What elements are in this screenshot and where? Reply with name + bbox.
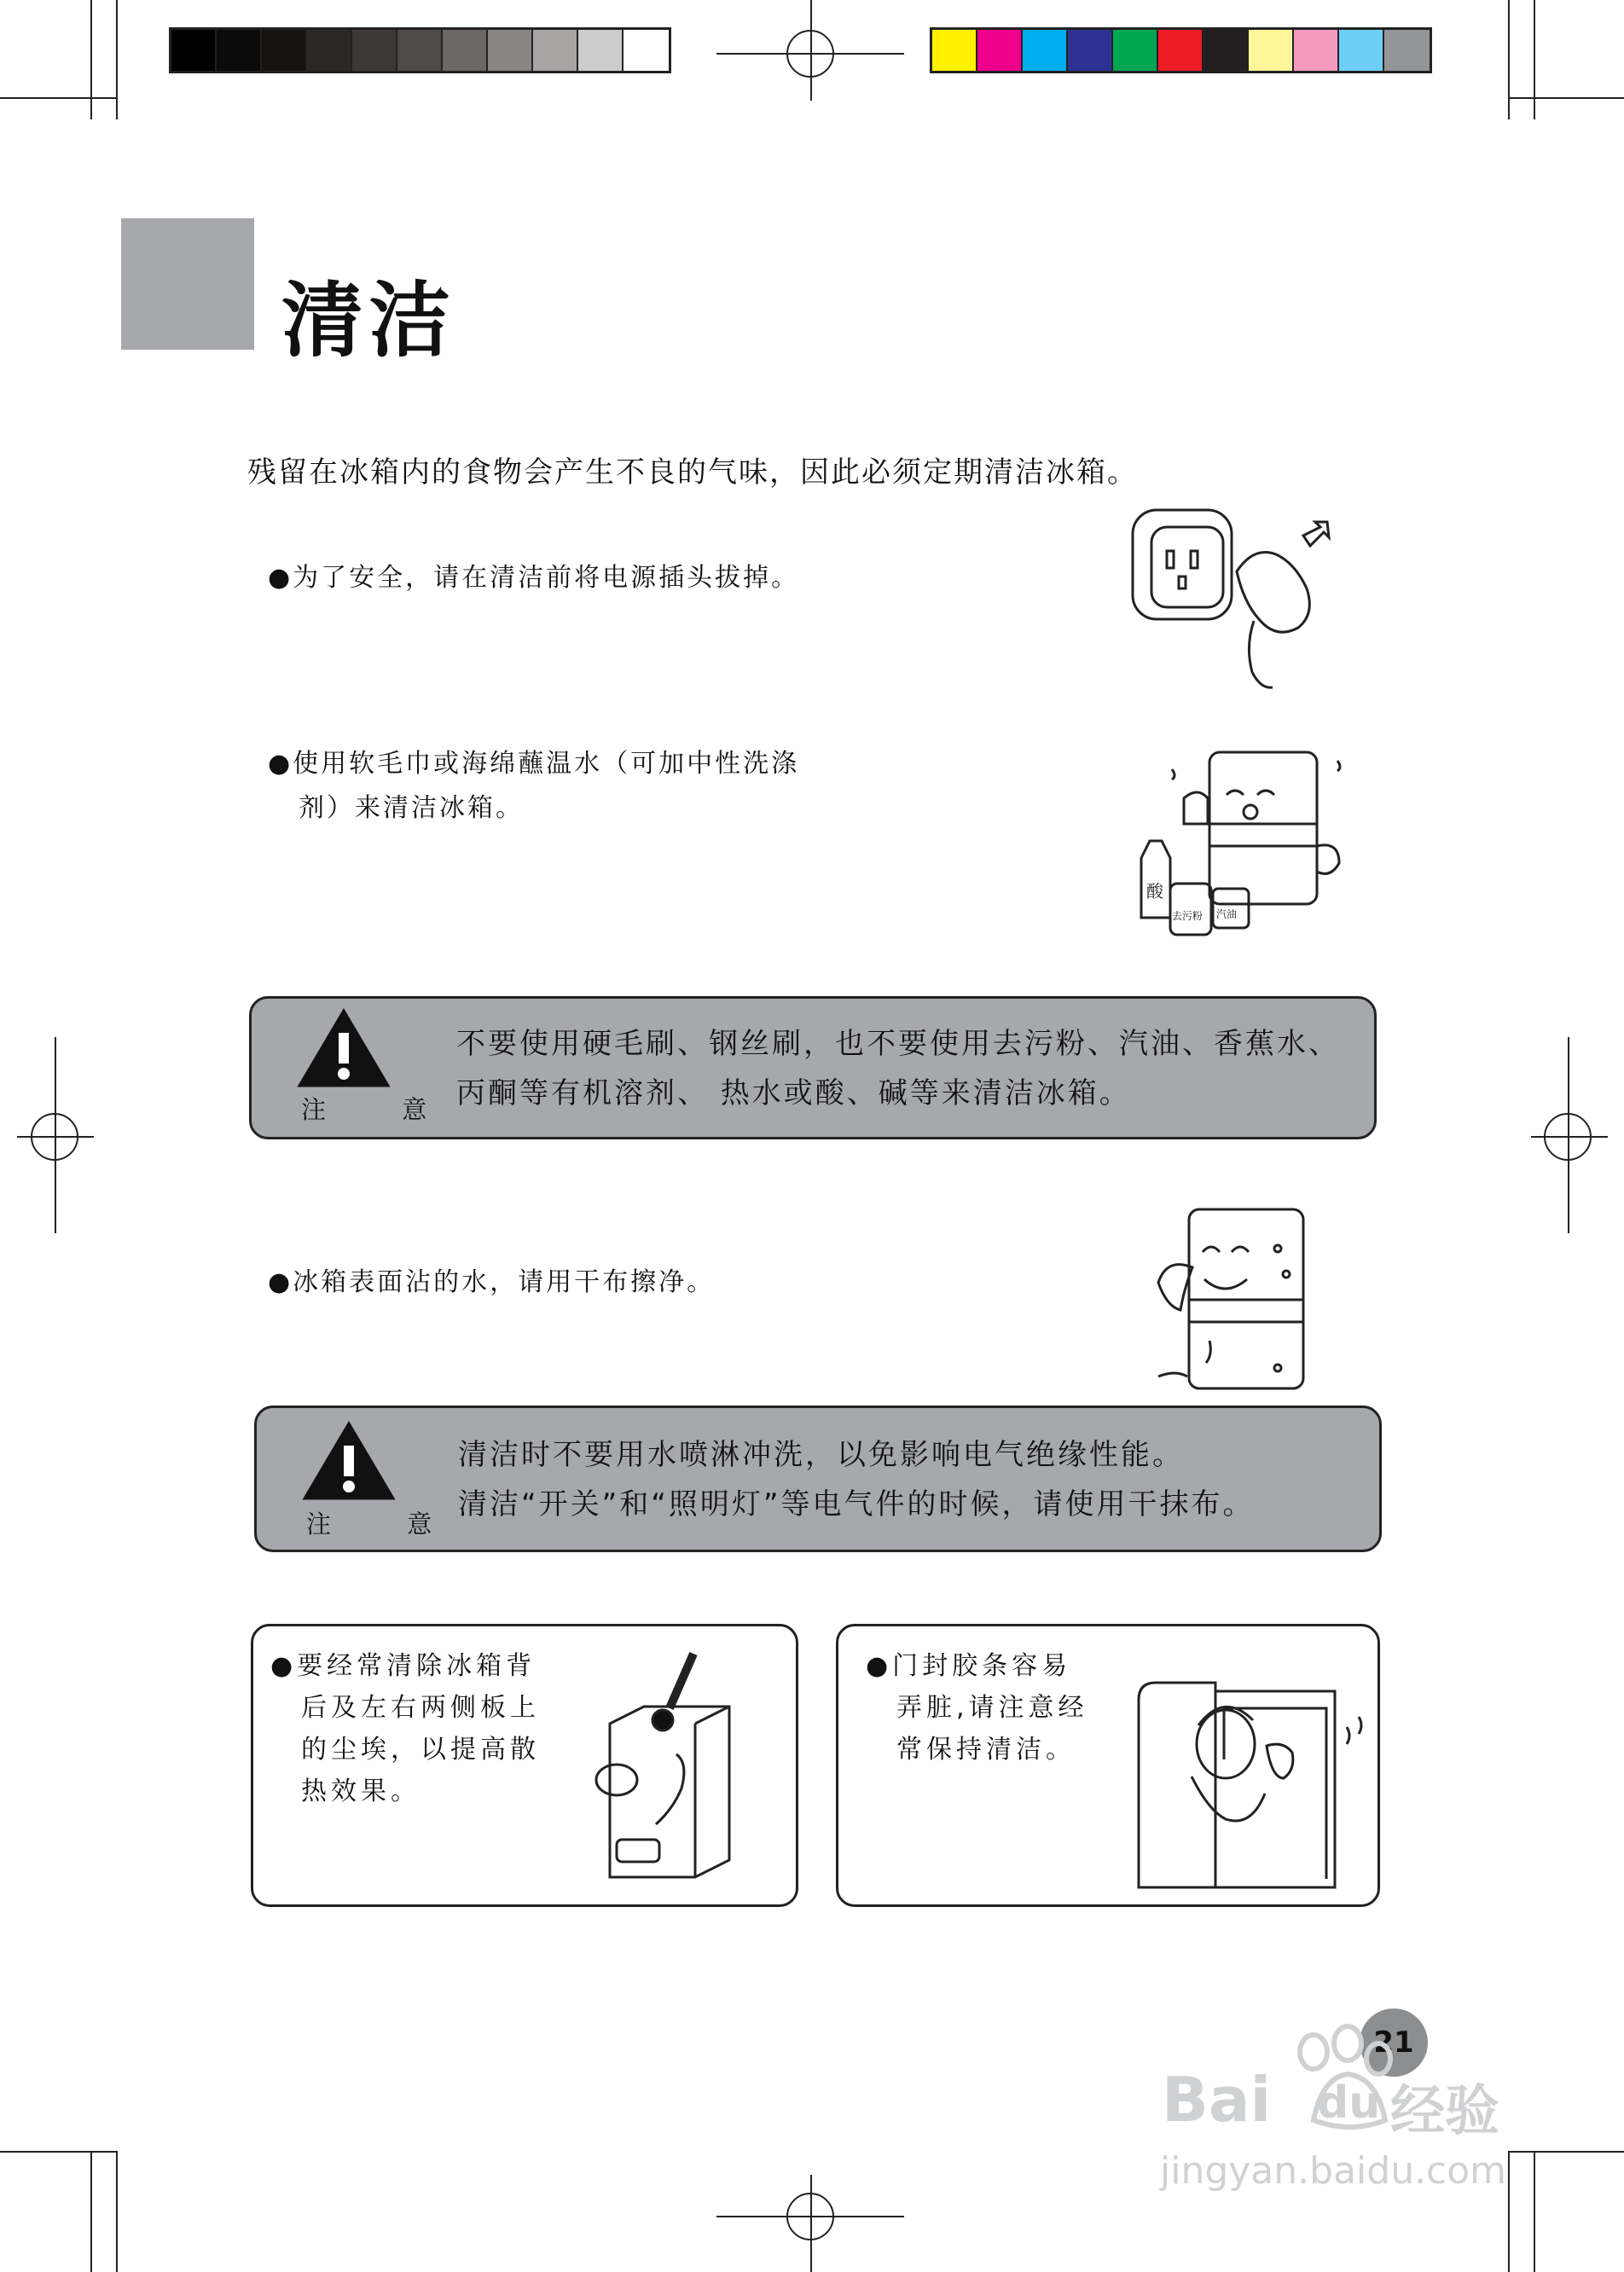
caution-label: 注 意 xyxy=(301,1095,461,1124)
title-gray-block xyxy=(121,218,254,350)
caution-line: 不要使用硬毛刷、钢丝刷，也不要使用去污粉、汽油、香蕉水、 xyxy=(456,1027,1340,1061)
calibration-swatch xyxy=(443,30,488,71)
calibration-swatch xyxy=(488,30,533,71)
watermark-brand-du: du xyxy=(1317,2078,1381,2129)
calibration-swatch xyxy=(1249,30,1294,71)
calibration-swatch xyxy=(533,30,578,71)
calibration-swatch xyxy=(578,30,624,71)
calibration-swatch xyxy=(1384,30,1430,71)
tip-line: ●门封胶条容易 xyxy=(866,1651,1072,1681)
calibration-swatch xyxy=(307,30,352,71)
detergent-label: 去污粉 xyxy=(1172,910,1204,922)
bullet-wipe-line2: 剂）来清洁冰箱。 xyxy=(299,793,524,823)
calibration-swatch xyxy=(624,30,669,71)
door-seal-cleaning-illustration xyxy=(1130,1674,1378,1896)
caution-line: 丙酮等有机溶剂、 热水或酸、碱等来清洁冰箱。 xyxy=(456,1076,1131,1110)
calibration-swatch xyxy=(262,30,307,71)
caution-label: 注 意 xyxy=(306,1510,467,1539)
bullet-dry: ●冰箱表面沾的水，请用干布擦净。 xyxy=(268,1267,716,1297)
tip-line: 弄脏,请注意经 xyxy=(896,1693,1088,1723)
bullet-wipe-line1: ●使用软毛巾或海绵蘸温水（可加中性洗涤 xyxy=(268,749,800,779)
calibration-swatch xyxy=(977,30,1023,71)
caution-box-water xyxy=(254,1406,1382,1552)
tip-text-back-dust xyxy=(270,1645,540,1812)
tip-line: ●要经常清除冰箱背 xyxy=(270,1651,536,1681)
watermark-brand: Bai xyxy=(1162,2064,1272,2136)
caution-line: 清洁“开关”和“照明灯”等电气件的时候，请使用干抹布。 xyxy=(458,1487,1255,1521)
warning-icon xyxy=(301,1420,397,1502)
tip-box-back-dust xyxy=(251,1624,798,1907)
bullet-unplug: ●为了安全，请在清洁前将电源插头拔掉。 xyxy=(268,563,800,593)
gasoline-label: 汽油 xyxy=(1216,908,1238,920)
grayscale-calibration-bar xyxy=(169,27,671,73)
color-calibration-bar xyxy=(930,27,1432,73)
tip-box-door-seal xyxy=(836,1624,1380,1907)
caution-text-1 xyxy=(456,1019,1340,1118)
fridge-washing-illustration xyxy=(1124,744,1354,952)
calibration-swatch xyxy=(171,30,217,71)
tip-line: 后及左右两侧板上 xyxy=(301,1693,540,1723)
calibration-swatch xyxy=(1068,30,1113,71)
tip-line: 常保持清洁。 xyxy=(896,1735,1076,1765)
tip-text-door-seal xyxy=(866,1645,1088,1771)
unplug-illustration xyxy=(1126,501,1348,689)
caution-line: 清洁时不要用水喷淋冲洗，以免影响电气绝缘性能。 xyxy=(458,1438,1184,1472)
warning-icon xyxy=(296,1007,392,1089)
calibration-swatch xyxy=(1339,30,1384,71)
tip-line: 热效果。 xyxy=(301,1776,420,1806)
calibration-swatch xyxy=(217,30,262,71)
page-number: 21 xyxy=(1360,2008,1428,2077)
watermark-brand-cn: 经验 xyxy=(1390,2080,1499,2143)
intro-text: 残留在冰箱内的食物会产生不良的气味，因此必须定期清洁冰箱。 xyxy=(247,455,1138,490)
calibration-swatch xyxy=(1204,30,1249,71)
acid-label: 酸 xyxy=(1146,881,1163,901)
tip-line: 的尘埃，以提高散 xyxy=(301,1735,540,1765)
bullet-wipe xyxy=(268,742,799,831)
fridge-drying-illustration xyxy=(1150,1197,1337,1399)
calibration-swatch xyxy=(1113,30,1158,71)
caution-text-2 xyxy=(458,1430,1254,1529)
calibration-swatch xyxy=(1023,30,1068,71)
calibration-swatch xyxy=(932,30,977,71)
calibration-swatch xyxy=(1294,30,1339,71)
calibration-swatch xyxy=(1158,30,1204,71)
fridge-back-brush-illustration xyxy=(591,1652,762,1882)
caution-box-chemicals xyxy=(249,996,1377,1139)
calibration-swatch xyxy=(397,30,443,71)
watermark-url: jingyan.baidu.com xyxy=(1160,2149,1507,2193)
page-title: 清洁 xyxy=(281,273,455,368)
calibration-swatch xyxy=(352,30,397,71)
